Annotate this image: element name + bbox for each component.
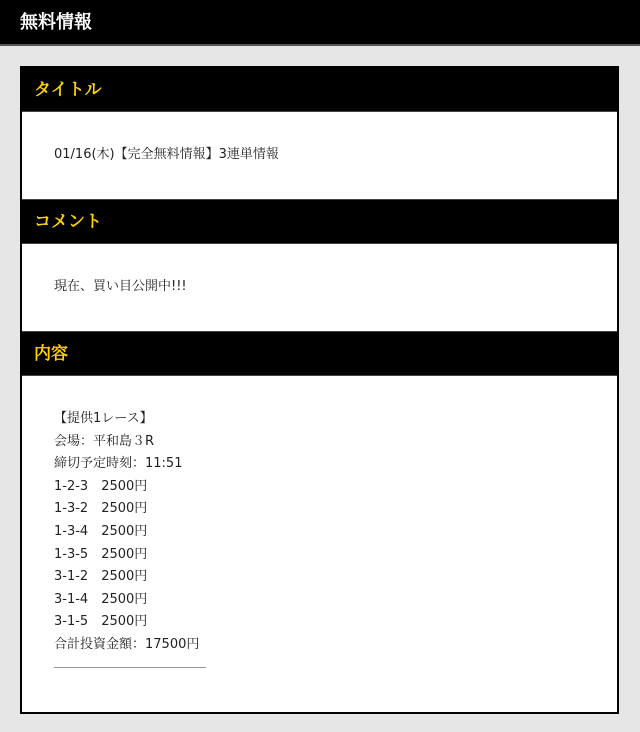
section-heading-label: 内容 xyxy=(34,344,68,364)
content-line: 1-2-3 2500円 xyxy=(54,478,148,494)
section-heading-label: タイトル xyxy=(34,80,102,100)
section-body-content xyxy=(22,376,617,712)
info-panel xyxy=(20,66,619,714)
section-heading-comment xyxy=(22,200,617,244)
comment-text: 現在、買い目公開中!!! xyxy=(54,279,187,294)
section-heading-content xyxy=(22,332,617,376)
content-line: 1-3-5 2500円 xyxy=(54,546,148,562)
content-divider xyxy=(54,667,206,668)
content-list xyxy=(54,408,199,657)
content-line: 1-3-4 2500円 xyxy=(54,523,148,539)
content-line: 合計投資金額：17500円 xyxy=(54,636,200,652)
content-line: 3-1-4 2500円 xyxy=(54,591,148,607)
content-line: 1-3-2 2500円 xyxy=(54,501,148,517)
page-header xyxy=(0,0,640,46)
content-line: 【提供1レース】 xyxy=(54,411,153,426)
title-text: 01/16(木)【完全無料情報】3連単情報 xyxy=(54,147,279,162)
section-heading-label: コメント xyxy=(34,212,102,232)
content-line: 締切予定時刻：11:51 xyxy=(54,456,183,472)
content-line: 3-1-5 2500円 xyxy=(54,614,148,630)
content-line: 3-1-2 2500円 xyxy=(54,569,148,585)
page-title: 無料情報 xyxy=(20,12,92,33)
section-body-title xyxy=(22,112,617,200)
section-heading-title xyxy=(22,68,617,112)
content-line: 会場：平和島３R xyxy=(54,433,155,449)
section-body-comment xyxy=(22,244,617,332)
